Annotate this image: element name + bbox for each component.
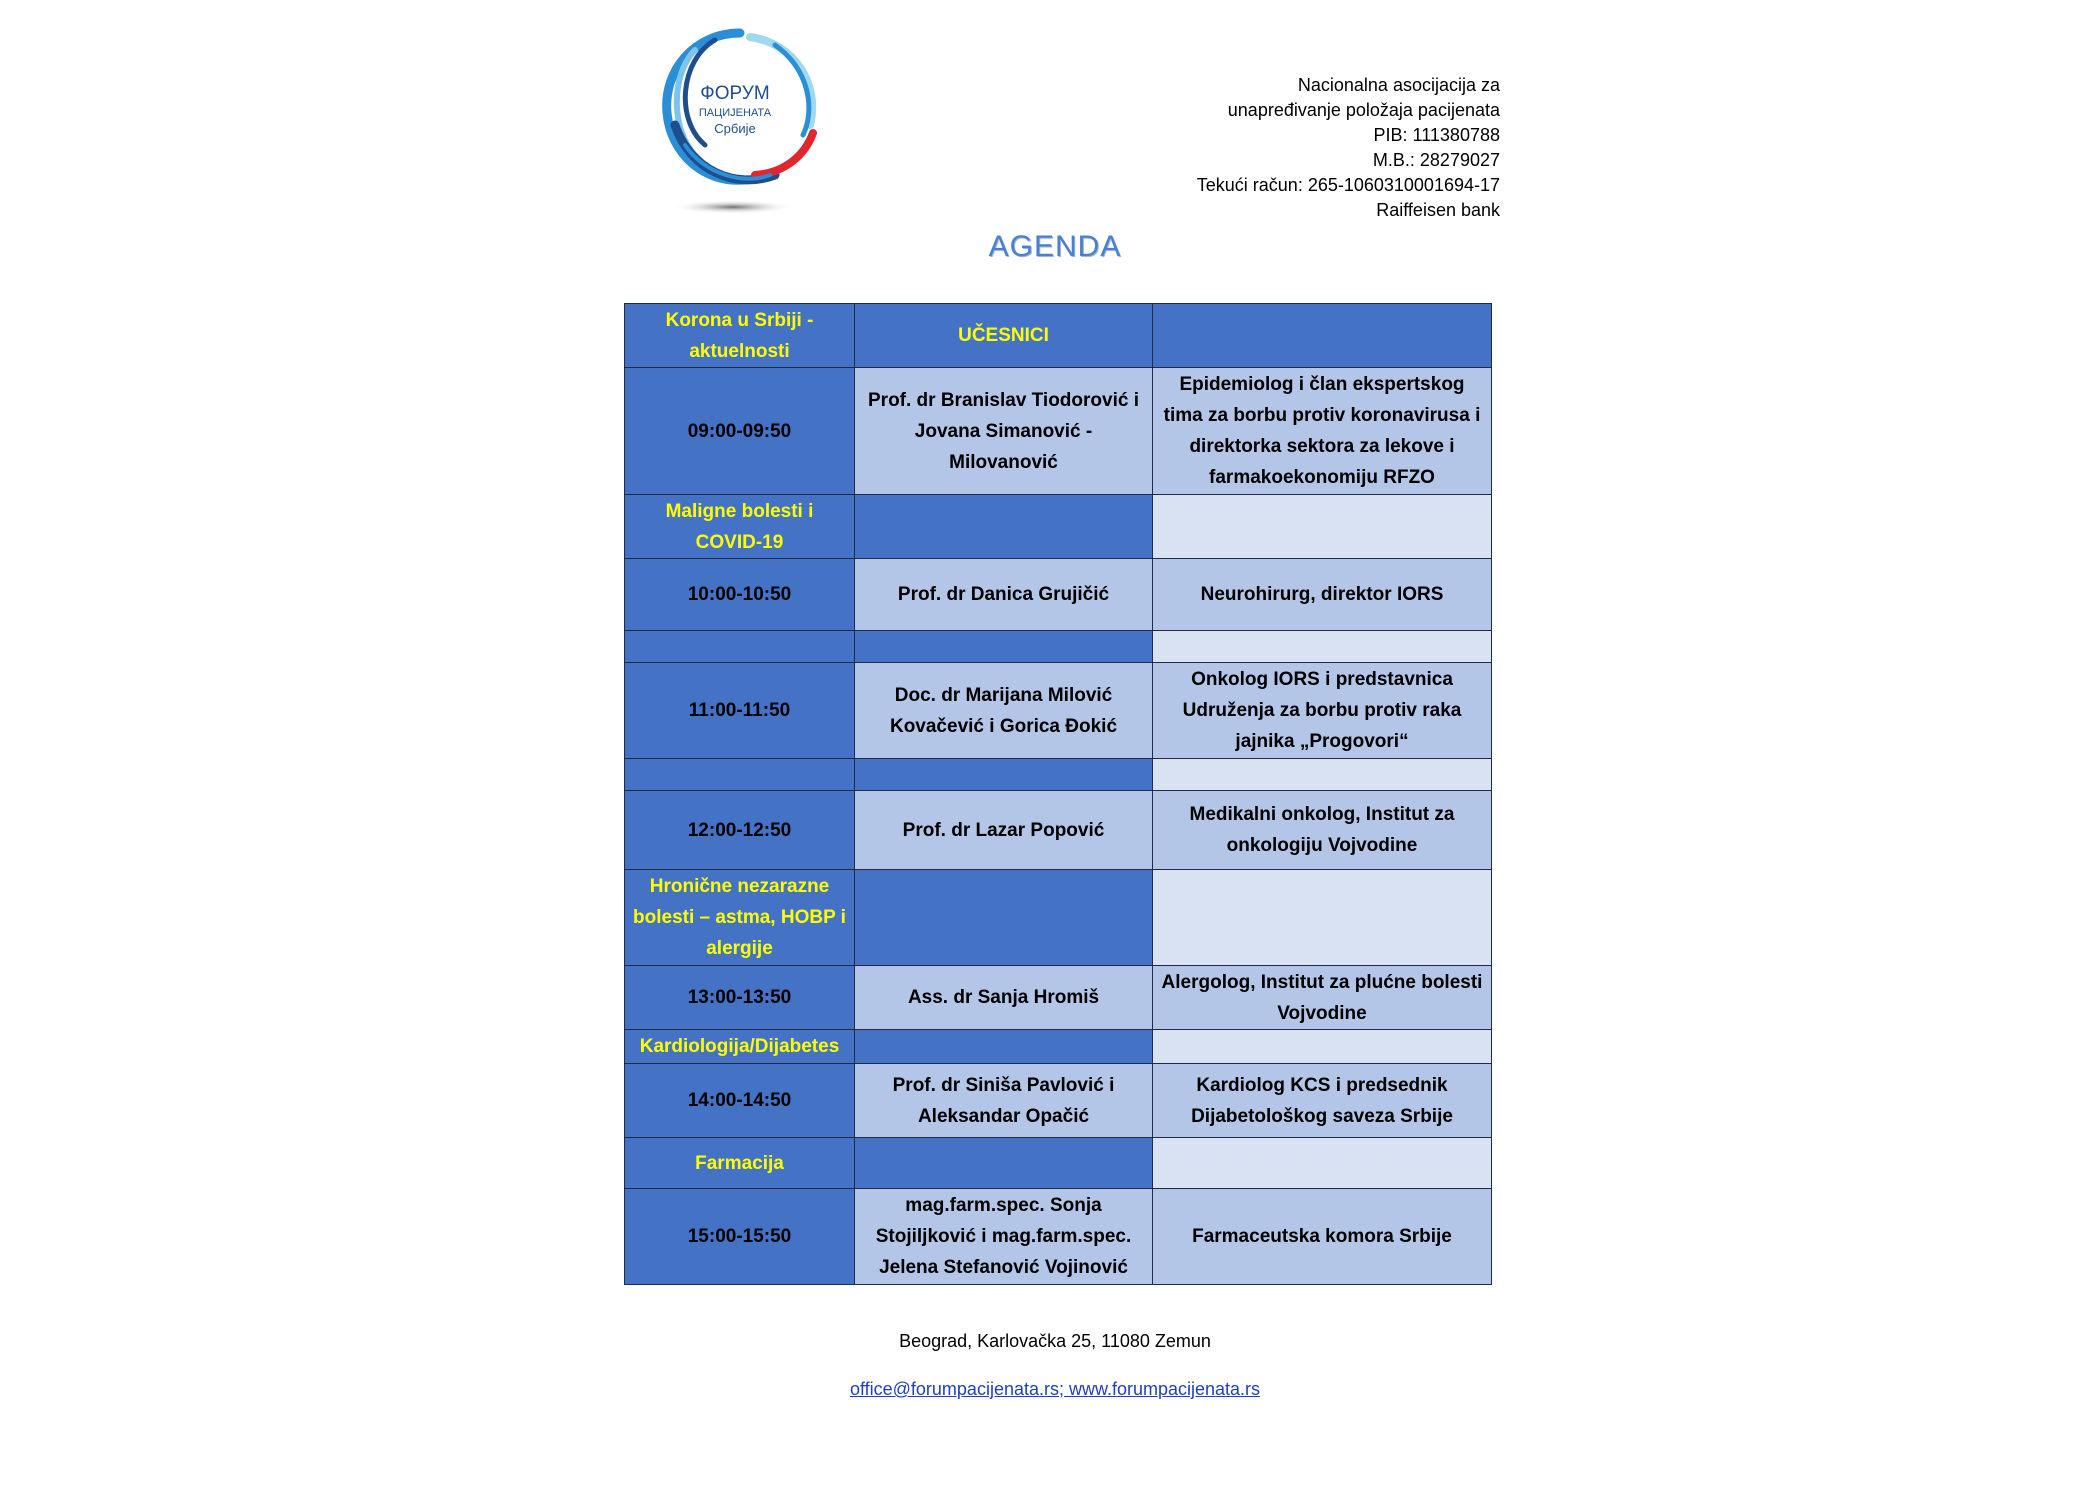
logo-text-line1: ФОРУМ (700, 83, 770, 104)
empty-cell (1153, 1138, 1492, 1189)
empty-cell (855, 759, 1153, 791)
empty-cell (1153, 870, 1492, 966)
org-line: M.B.: 28279027 (1372, 150, 1500, 170)
table-row (625, 663, 1492, 759)
role-cell: Kardiolog KCS i predsednik Dijabetološkog saveza Srbije (1153, 1064, 1492, 1138)
empty-cell (1153, 759, 1492, 791)
section-title-cell: Kardiologija/Dijabetes (625, 1030, 855, 1064)
speaker-cell: Prof. dr Branislav Tiodorović i Jovana Simanović - Milovanović (855, 368, 1153, 495)
time-cell: 09:00-09:50 (625, 368, 855, 495)
org-line: Raiffeisen bank (1376, 200, 1500, 220)
org-line: PIB: 111380788 (1373, 125, 1500, 145)
empty-cell (1153, 304, 1492, 368)
role-cell: Epidemiolog i član ekspertskog tima za borbu protiv koronavirusa i direktorka sektora za lekove i farmakoekonomiju RFZO (1153, 368, 1492, 495)
role-cell: Alergolog, Institut za plućne bolesti Vojvodine (1153, 966, 1492, 1030)
table-row (625, 1138, 1492, 1189)
section-title-cell: Farmacija (625, 1138, 855, 1189)
page-title: AGENDA (988, 230, 1122, 263)
speaker-cell: Prof. dr Lazar Popović (855, 791, 1153, 870)
org-line: unapređivanje položaja pacijenata (1227, 100, 1500, 120)
empty-cell (855, 870, 1153, 966)
table-row (625, 631, 1492, 663)
time-cell: 10:00-10:50 (625, 559, 855, 631)
contact-link[interactable]: office@forumpacijenata.rs; www.forumpacijenata.rs (849, 1379, 1261, 1399)
table-row (625, 1064, 1492, 1138)
table-row (625, 759, 1492, 791)
participants-header-cell: UČESNICI (855, 304, 1153, 368)
time-cell: 14:00-14:50 (625, 1064, 855, 1138)
role-cell: Neurohirurg, direktor IORS (1153, 559, 1492, 631)
table-row (625, 304, 1492, 368)
empty-cell (625, 631, 855, 663)
table-row (625, 1189, 1492, 1285)
agenda-table (624, 303, 1492, 1285)
role-cell: Medikalni onkolog, Institut za onkologiju Vojvodine (1153, 791, 1492, 870)
org-line: Nacionalna asocijacija za (1297, 75, 1500, 95)
organization-info (1197, 73, 1500, 223)
table-row (625, 966, 1492, 1030)
time-cell: 12:00-12:50 (625, 791, 855, 870)
role-cell: Onkolog IORS i predstavnica Udruženja za borbu protiv raka jajnika „Progovori“ (1153, 663, 1492, 759)
speaker-cell: mag.farm.spec. Sonja Stojiljković i mag.farm.spec. Jelena Stefanović Vojinović (855, 1189, 1153, 1285)
logo-text-line3: Србије (714, 121, 756, 136)
empty-cell (855, 1030, 1153, 1064)
table-row (625, 368, 1492, 495)
speaker-cell: Prof. dr Siniša Pavlović i Aleksandar Opačić (855, 1064, 1153, 1138)
table-row (625, 1030, 1492, 1064)
section-title-cell: Hronične nezarazne bolesti – astma, HOBP i alergije (625, 870, 855, 966)
speaker-cell: Ass. dr Sanja Hromiš (855, 966, 1153, 1030)
empty-cell (855, 631, 1153, 663)
empty-cell (855, 1138, 1153, 1189)
forum-logo (655, 25, 825, 225)
empty-cell (625, 759, 855, 791)
time-cell: 13:00-13:50 (625, 966, 855, 1030)
time-cell: 11:00-11:50 (625, 663, 855, 759)
time-cell: 15:00-15:50 (625, 1189, 855, 1285)
table-row (625, 495, 1492, 559)
speaker-cell: Doc. dr Marijana Milović Kovačević i Gorica Đokić (855, 663, 1153, 759)
org-line: Tekući račun: 265-1060310001694-17 (1196, 175, 1500, 195)
logo-text-line2: ПАЦИЈЕНАТА (698, 107, 772, 119)
speaker-cell: Prof. dr Danica Grujičić (855, 559, 1153, 631)
table-row (625, 870, 1492, 966)
empty-cell (1153, 631, 1492, 663)
logo-graphic (655, 25, 825, 225)
empty-cell (855, 495, 1153, 559)
empty-cell (1153, 495, 1492, 559)
footer-contact (0, 1379, 2100, 1400)
role-cell: Farmaceutska komora Srbije (1153, 1189, 1492, 1285)
table-row (625, 559, 1492, 631)
table-row (625, 791, 1492, 870)
empty-cell (1153, 1030, 1492, 1064)
footer-address: Beograd, Karlovačka 25, 11080 Zemun (899, 1331, 1211, 1351)
section-title-cell: Korona u Srbiji - aktuelnosti (625, 304, 855, 368)
section-title-cell: Maligne bolesti i COVID-19 (625, 495, 855, 559)
